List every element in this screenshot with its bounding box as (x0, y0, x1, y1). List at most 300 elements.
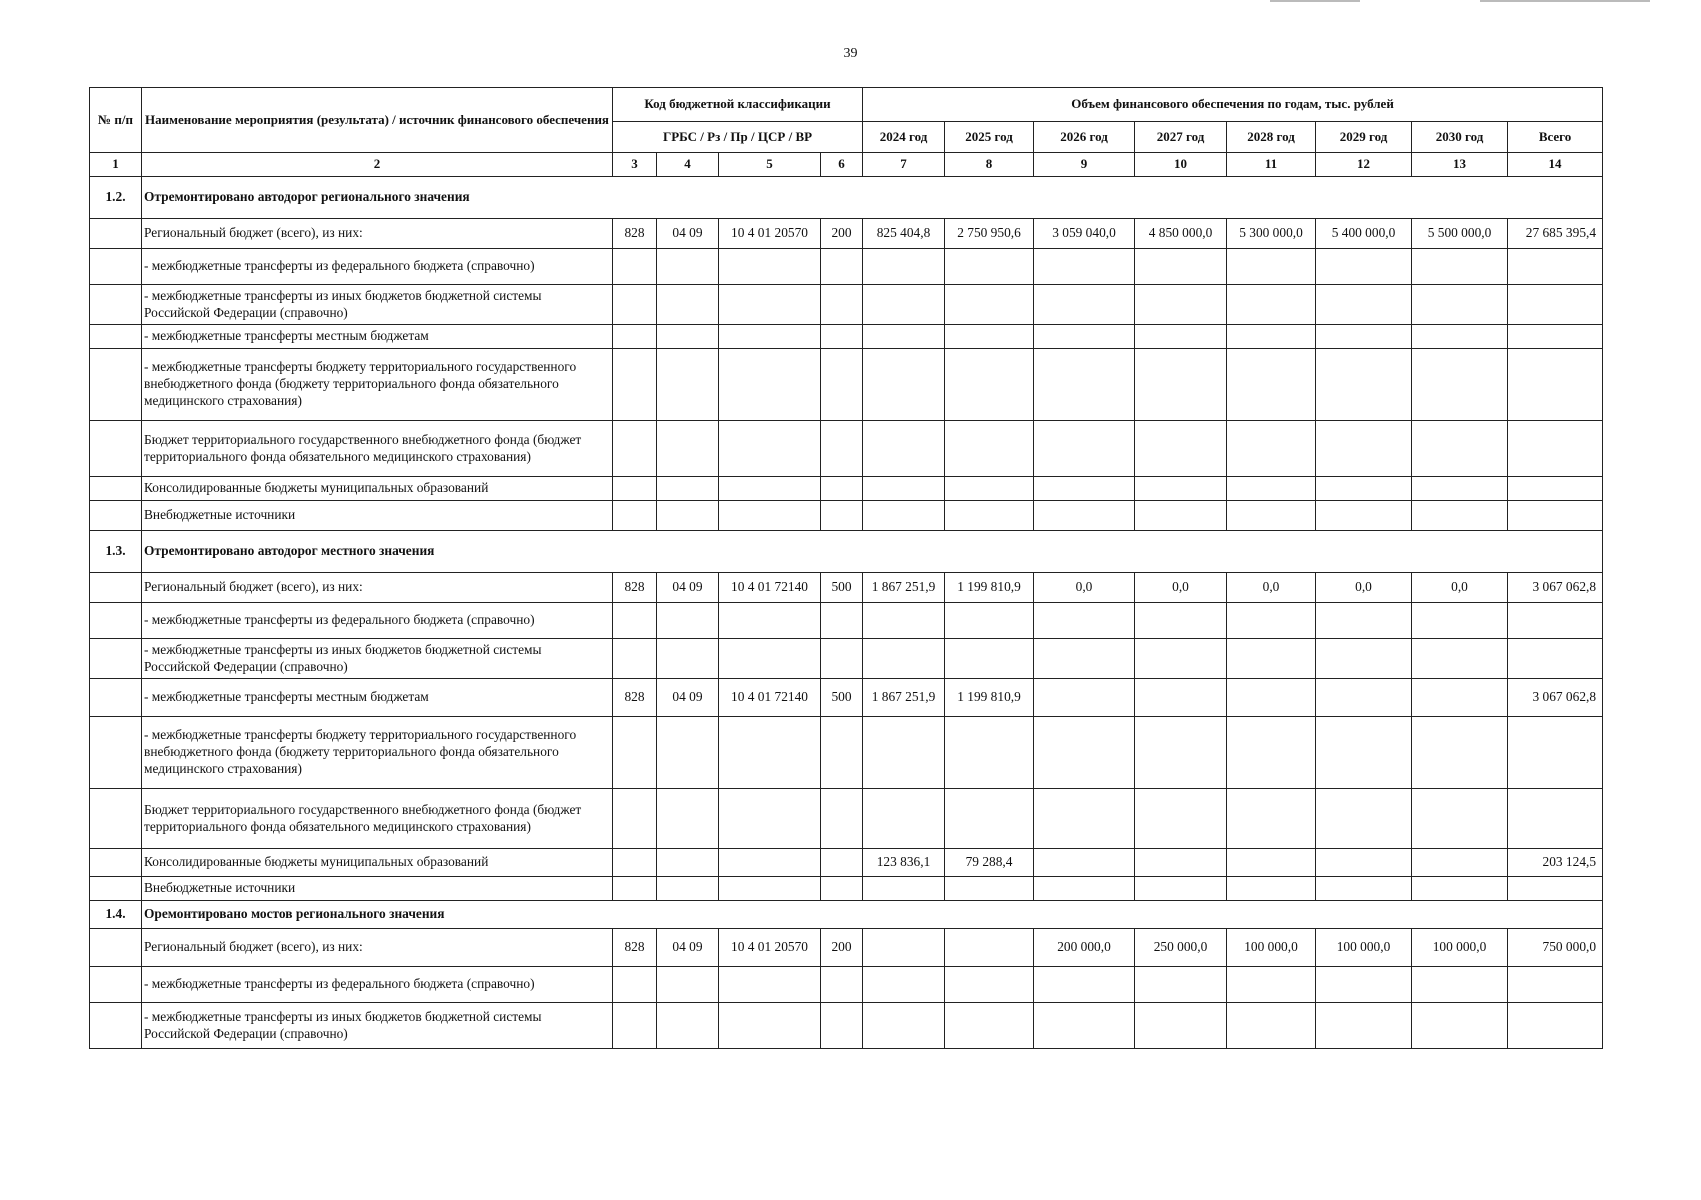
code-cell: 04 09 (657, 679, 719, 717)
table-row (90, 967, 1603, 1003)
value-cell: 5 500 000,0 (1412, 219, 1508, 249)
value-cell (945, 1003, 1034, 1049)
value-cell (1135, 477, 1227, 501)
value-cell (1227, 249, 1316, 285)
table-row (90, 501, 1603, 531)
row-source-name: - межбюджетные трансферты из иных бюджетов бюджетной системы Российской Федерации (справочно) (142, 639, 613, 679)
row-number-cell (90, 349, 142, 421)
value-cell (1412, 249, 1508, 285)
value-cell (945, 967, 1034, 1003)
row-number-cell (90, 717, 142, 789)
value-cell: 2 750 950,6 (945, 219, 1034, 249)
value-cell: 250 000,0 (1135, 929, 1227, 967)
value-cell (1412, 603, 1508, 639)
value-cell (1316, 249, 1412, 285)
row-source-name: Региональный бюджет (всего), из них: (142, 929, 613, 967)
value-cell (945, 603, 1034, 639)
code-cell (657, 639, 719, 679)
value-cell (1034, 877, 1135, 901)
value-cell (1227, 603, 1316, 639)
code-cell: 10 4 01 72140 (719, 679, 821, 717)
value-cell: 4 850 000,0 (1135, 219, 1227, 249)
code-cell (613, 285, 657, 325)
header-num: № п/п (90, 88, 142, 153)
code-cell (719, 603, 821, 639)
value-cell (1412, 501, 1508, 531)
row-number-cell (90, 325, 142, 349)
value-cell (863, 717, 945, 789)
value-cell (1034, 501, 1135, 531)
value-cell (1227, 285, 1316, 325)
value-cell (1316, 603, 1412, 639)
code-cell: 10 4 01 20570 (719, 219, 821, 249)
header-name: Наименование мероприятия (результата) / источник финансового обеспечения (142, 88, 613, 153)
value-cell (1227, 877, 1316, 901)
row-number-cell (90, 477, 142, 501)
code-cell (821, 849, 863, 877)
table-row (90, 849, 1603, 877)
value-cell (1227, 501, 1316, 531)
table-row (90, 717, 1603, 789)
code-cell (821, 421, 863, 477)
value-cell (1227, 679, 1316, 717)
code-cell (719, 967, 821, 1003)
value-cell (1412, 325, 1508, 349)
row-source-name: - межбюджетные трансферты из федерального бюджета (справочно) (142, 249, 613, 285)
total-cell (1508, 967, 1603, 1003)
row-source-name: - межбюджетные трансферты из иных бюджетов бюджетной системы Российской Федерации (справочно) (142, 1003, 613, 1049)
row-source-name: - межбюджетные трансферты местным бюджетам (142, 325, 613, 349)
code-cell (613, 325, 657, 349)
value-cell: 0,0 (1227, 573, 1316, 603)
index-cell: 4 (657, 153, 719, 177)
table-row (90, 679, 1603, 717)
code-cell (613, 501, 657, 531)
code-cell (821, 1003, 863, 1049)
value-cell (863, 929, 945, 967)
code-cell (719, 789, 821, 849)
value-cell (1135, 967, 1227, 1003)
code-cell (613, 877, 657, 901)
value-cell: 0,0 (1135, 573, 1227, 603)
value-cell (945, 789, 1034, 849)
total-cell: 3 067 062,8 (1508, 679, 1603, 717)
value-cell (1412, 849, 1508, 877)
value-cell (863, 1003, 945, 1049)
table-row (90, 789, 1603, 849)
value-cell: 100 000,0 (1412, 929, 1508, 967)
section-number: 1.4. (90, 901, 142, 929)
value-cell (1227, 477, 1316, 501)
code-cell (821, 325, 863, 349)
code-cell (613, 639, 657, 679)
value-cell (1135, 501, 1227, 531)
section-title: Отремонтировано автодорог местного значения (142, 531, 1603, 573)
value-cell (863, 877, 945, 901)
table-row (90, 285, 1603, 325)
value-cell (863, 967, 945, 1003)
row-source-name: Бюджет территориального государственного внебюджетного фонда (бюджет территориального фонда обязательного медицинского страхования) (142, 789, 613, 849)
row-number-cell (90, 603, 142, 639)
row-source-name: Консолидированные бюджеты муниципальных образований (142, 849, 613, 877)
table-row (90, 477, 1603, 501)
header-year: 2024 год (863, 122, 945, 153)
code-cell (613, 967, 657, 1003)
row-number-cell (90, 789, 142, 849)
value-cell: 79 288,4 (945, 849, 1034, 877)
value-cell (1227, 349, 1316, 421)
row-source-name: - межбюджетные трансферты бюджету территориального государственного внебюджетного фонда (бюджету территориального фонда обязательного медицинского страхования) (142, 349, 613, 421)
index-cell: 12 (1316, 153, 1412, 177)
value-cell (945, 877, 1034, 901)
index-cell: 3 (613, 153, 657, 177)
value-cell (1412, 477, 1508, 501)
section-row (90, 177, 1603, 219)
row-number-cell (90, 573, 142, 603)
value-cell (1227, 639, 1316, 679)
code-cell (821, 717, 863, 789)
section-number: 1.3. (90, 531, 142, 573)
value-cell: 1 867 251,9 (863, 679, 945, 717)
table-row (90, 349, 1603, 421)
header-year: 2030 год (1412, 122, 1508, 153)
value-cell: 5 300 000,0 (1227, 219, 1316, 249)
total-cell (1508, 285, 1603, 325)
value-cell (945, 325, 1034, 349)
value-cell (1316, 679, 1412, 717)
code-cell (719, 639, 821, 679)
code-cell (613, 1003, 657, 1049)
value-cell (1135, 249, 1227, 285)
code-cell (719, 349, 821, 421)
row-source-name: Внебюджетные источники (142, 501, 613, 531)
row-source-name: Консолидированные бюджеты муниципальных образований (142, 477, 613, 501)
code-cell (657, 249, 719, 285)
code-cell: 828 (613, 929, 657, 967)
code-cell (821, 477, 863, 501)
value-cell: 825 404,8 (863, 219, 945, 249)
index-cell: 11 (1227, 153, 1316, 177)
code-cell (719, 501, 821, 531)
value-cell (1412, 679, 1508, 717)
value-cell (1227, 717, 1316, 789)
total-cell (1508, 877, 1603, 901)
value-cell (863, 477, 945, 501)
value-cell (1135, 603, 1227, 639)
header-year: 2028 год (1227, 122, 1316, 153)
value-cell (1227, 1003, 1316, 1049)
index-row (90, 153, 1603, 177)
code-cell (821, 285, 863, 325)
value-cell: 123 836,1 (863, 849, 945, 877)
code-cell (719, 249, 821, 285)
value-cell (1135, 877, 1227, 901)
value-cell (1316, 477, 1412, 501)
value-cell (1412, 639, 1508, 679)
code-cell (719, 285, 821, 325)
index-cell: 5 (719, 153, 821, 177)
code-cell (613, 603, 657, 639)
total-cell (1508, 325, 1603, 349)
row-number-cell (90, 679, 142, 717)
row-source-name: Бюджет территориального государственного внебюджетного фонда (бюджет территориального фонда обязательного медицинского страхования) (142, 421, 613, 477)
code-cell (719, 477, 821, 501)
value-cell (1316, 639, 1412, 679)
table-row (90, 421, 1603, 477)
code-cell (821, 789, 863, 849)
row-source-name: Внебюджетные источники (142, 877, 613, 901)
code-cell (657, 421, 719, 477)
code-cell (821, 639, 863, 679)
section-row (90, 531, 1603, 573)
value-cell (1135, 849, 1227, 877)
total-cell (1508, 249, 1603, 285)
code-cell (821, 877, 863, 901)
code-cell (821, 501, 863, 531)
total-cell (1508, 717, 1603, 789)
value-cell (863, 603, 945, 639)
value-cell (1412, 349, 1508, 421)
total-cell: 750 000,0 (1508, 929, 1603, 967)
code-cell (719, 849, 821, 877)
index-cell: 13 (1412, 153, 1508, 177)
row-number-cell (90, 929, 142, 967)
value-cell (1316, 325, 1412, 349)
table-row (90, 249, 1603, 285)
row-source-name: - межбюджетные трансферты из иных бюджетов бюджетной системы Российской Федерации (справочно) (142, 285, 613, 325)
code-cell (719, 717, 821, 789)
value-cell (945, 249, 1034, 285)
value-cell (1034, 349, 1135, 421)
code-cell (657, 501, 719, 531)
code-cell (657, 603, 719, 639)
value-cell (1034, 679, 1135, 717)
row-source-name: - межбюджетные трансферты бюджету территориального государственного внебюджетного фонда (бюджету территориального фонда обязательного медицинского страхования) (142, 717, 613, 789)
value-cell (1227, 421, 1316, 477)
code-cell (613, 249, 657, 285)
value-cell (1135, 679, 1227, 717)
value-cell (945, 349, 1034, 421)
row-number-cell (90, 421, 142, 477)
value-cell (863, 501, 945, 531)
code-cell: 200 (821, 219, 863, 249)
code-cell: 828 (613, 573, 657, 603)
value-cell (1135, 639, 1227, 679)
value-cell: 200 000,0 (1034, 929, 1135, 967)
value-cell (1412, 789, 1508, 849)
value-cell: 0,0 (1412, 573, 1508, 603)
value-cell: 0,0 (1316, 573, 1412, 603)
value-cell: 1 867 251,9 (863, 573, 945, 603)
budget-table (89, 87, 1603, 1049)
section-number: 1.2. (90, 177, 142, 219)
value-cell (1034, 789, 1135, 849)
code-cell (657, 285, 719, 325)
code-cell (657, 1003, 719, 1049)
total-cell (1508, 639, 1603, 679)
section-row (90, 901, 1603, 929)
total-cell (1508, 789, 1603, 849)
value-cell (1316, 349, 1412, 421)
value-cell (1316, 421, 1412, 477)
code-cell (657, 477, 719, 501)
value-cell (1135, 349, 1227, 421)
value-cell: 100 000,0 (1227, 929, 1316, 967)
value-cell (1412, 1003, 1508, 1049)
value-cell (945, 285, 1034, 325)
value-cell (1034, 477, 1135, 501)
code-cell (657, 789, 719, 849)
value-cell (1034, 249, 1135, 285)
value-cell (1135, 325, 1227, 349)
value-cell (1316, 717, 1412, 789)
value-cell: 5 400 000,0 (1316, 219, 1412, 249)
value-cell (945, 929, 1034, 967)
code-cell (613, 477, 657, 501)
row-number-cell (90, 877, 142, 901)
value-cell (1227, 967, 1316, 1003)
table-row (90, 603, 1603, 639)
code-cell: 828 (613, 219, 657, 249)
header-year: 2025 год (945, 122, 1034, 153)
code-cell (657, 349, 719, 421)
table-row (90, 219, 1603, 249)
value-cell (863, 249, 945, 285)
header-year: 2027 год (1135, 122, 1227, 153)
row-source-name: Региональный бюджет (всего), из них: (142, 573, 613, 603)
code-cell: 04 09 (657, 573, 719, 603)
code-cell: 500 (821, 573, 863, 603)
section-title: Отремонтировано автодорог регионального значения (142, 177, 1603, 219)
row-number-cell (90, 1003, 142, 1049)
table-row (90, 639, 1603, 679)
value-cell (1135, 421, 1227, 477)
table-row (90, 325, 1603, 349)
header-code-group: Код бюджетной классификации (613, 88, 863, 122)
table-body (90, 177, 1603, 1049)
value-cell (863, 789, 945, 849)
index-cell: 2 (142, 153, 613, 177)
value-cell (1227, 849, 1316, 877)
value-cell (1034, 325, 1135, 349)
value-cell (1227, 325, 1316, 349)
value-cell (1412, 717, 1508, 789)
value-cell (1316, 877, 1412, 901)
code-cell (657, 717, 719, 789)
row-number-cell (90, 849, 142, 877)
value-cell (945, 717, 1034, 789)
row-source-name: - межбюджетные трансферты из федерального бюджета (справочно) (142, 603, 613, 639)
code-cell (821, 967, 863, 1003)
value-cell (945, 477, 1034, 501)
code-cell (821, 603, 863, 639)
code-cell: 10 4 01 20570 (719, 929, 821, 967)
value-cell (945, 421, 1034, 477)
total-cell (1508, 477, 1603, 501)
value-cell (945, 639, 1034, 679)
code-cell (719, 877, 821, 901)
row-number-cell (90, 249, 142, 285)
value-cell (1034, 849, 1135, 877)
code-cell (613, 717, 657, 789)
code-cell: 500 (821, 679, 863, 717)
header-year: 2029 год (1316, 122, 1412, 153)
value-cell (1135, 285, 1227, 325)
value-cell (1034, 285, 1135, 325)
index-cell: 8 (945, 153, 1034, 177)
row-source-name: - межбюджетные трансферты местным бюджетам (142, 679, 613, 717)
total-cell: 3 067 062,8 (1508, 573, 1603, 603)
value-cell (945, 501, 1034, 531)
value-cell (1316, 1003, 1412, 1049)
value-cell (863, 349, 945, 421)
index-cell: 7 (863, 153, 945, 177)
header-total: Всего (1508, 122, 1603, 153)
total-cell (1508, 501, 1603, 531)
value-cell (863, 639, 945, 679)
row-number-cell (90, 639, 142, 679)
value-cell (1034, 967, 1135, 1003)
value-cell (1034, 421, 1135, 477)
table-row (90, 877, 1603, 901)
code-cell (613, 789, 657, 849)
value-cell (1412, 967, 1508, 1003)
value-cell: 100 000,0 (1316, 929, 1412, 967)
header-volume-group: Объем финансового обеспечения по годам, тыс. рублей (863, 88, 1603, 122)
value-cell (1412, 421, 1508, 477)
index-cell: 10 (1135, 153, 1227, 177)
index-cell: 9 (1034, 153, 1135, 177)
code-cell (719, 325, 821, 349)
table-row (90, 929, 1603, 967)
total-cell (1508, 603, 1603, 639)
total-cell: 27 685 395,4 (1508, 219, 1603, 249)
value-cell: 3 059 040,0 (1034, 219, 1135, 249)
code-cell (613, 421, 657, 477)
value-cell (1316, 849, 1412, 877)
row-number-cell (90, 285, 142, 325)
value-cell (1034, 639, 1135, 679)
value-cell (863, 325, 945, 349)
code-cell (613, 349, 657, 421)
value-cell (1316, 789, 1412, 849)
code-cell (821, 349, 863, 421)
row-number-cell (90, 219, 142, 249)
total-cell: 203 124,5 (1508, 849, 1603, 877)
value-cell (1135, 717, 1227, 789)
value-cell (1412, 285, 1508, 325)
index-cell: 14 (1508, 153, 1603, 177)
header-year: 2026 год (1034, 122, 1135, 153)
code-cell (613, 849, 657, 877)
code-cell: 04 09 (657, 219, 719, 249)
header-code-sub: ГРБС / Рз / Пр / ЦСР / ВР (613, 122, 863, 153)
table-row (90, 573, 1603, 603)
value-cell: 1 199 810,9 (945, 679, 1034, 717)
code-cell: 828 (613, 679, 657, 717)
value-cell (1135, 1003, 1227, 1049)
value-cell: 1 199 810,9 (945, 573, 1034, 603)
code-cell (657, 967, 719, 1003)
code-cell (719, 1003, 821, 1049)
index-cell: 6 (821, 153, 863, 177)
row-source-name: - межбюджетные трансферты из федерального бюджета (справочно) (142, 967, 613, 1003)
value-cell (863, 421, 945, 477)
code-cell (657, 325, 719, 349)
value-cell (1316, 285, 1412, 325)
page-number: 39 (843, 46, 858, 61)
value-cell: 0,0 (1034, 573, 1135, 603)
